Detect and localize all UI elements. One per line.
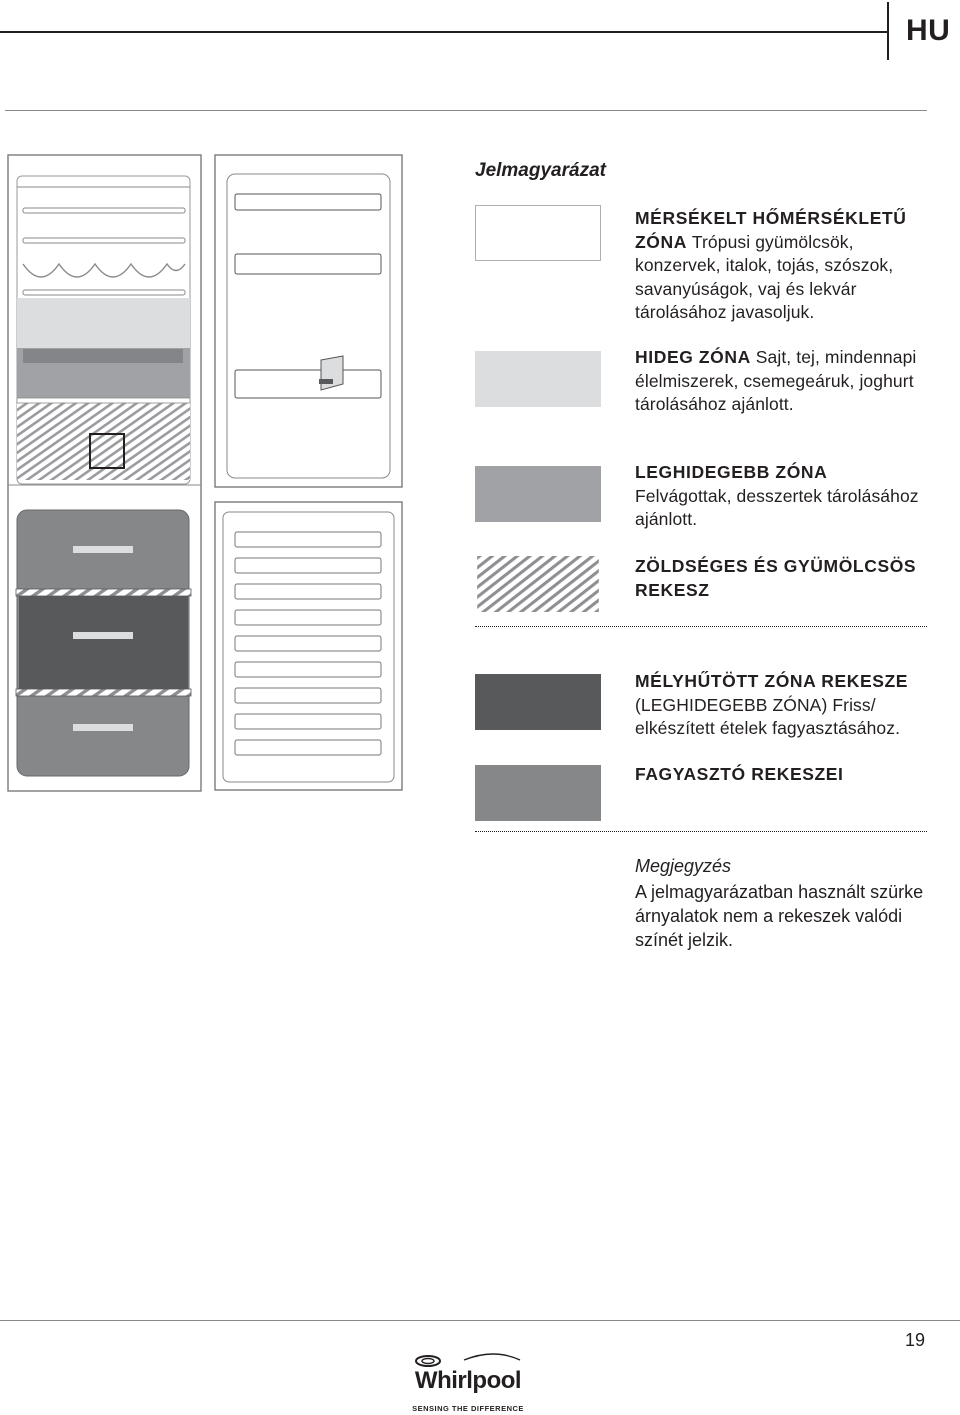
zone-desc: Sajt, tej, mindennapi élelmiszerek, csemegeáruk, joghurt tárolásához ajánlott. bbox=[635, 347, 917, 414]
zone-title: MÉRSÉKELT HŐMÉRSÉKLETŰ ZÓNA bbox=[635, 208, 907, 252]
cold-zone-area bbox=[17, 298, 190, 348]
zone-title: HIDEG ZÓNA bbox=[635, 347, 751, 367]
legend-item-cold-zone bbox=[635, 346, 935, 417]
zone-title: ZÖLDSÉGES ÉS GYÜMÖLCSÖS REKESZ bbox=[635, 556, 917, 600]
door-inner-liner bbox=[227, 174, 390, 478]
zone-title: MÉLYHŰTÖTT ZÓNA REKESZE bbox=[635, 671, 909, 691]
swatch-coldest-zone bbox=[475, 466, 601, 522]
brand-logo bbox=[408, 1352, 528, 1414]
freezer-grid-2 bbox=[16, 689, 191, 696]
zone-desc: (LEGHIDEGEBB ZÓNA) Friss/ elkészített ételek fagyasztásához. bbox=[635, 694, 901, 738]
door-balcony-top bbox=[235, 194, 381, 210]
freezer-door-shelves bbox=[235, 532, 381, 755]
dotted-separator bbox=[475, 831, 927, 832]
legend-item-deep-freeze-zone bbox=[635, 670, 935, 741]
footer-rule bbox=[0, 1320, 960, 1321]
legend-item-crisper-zone bbox=[635, 555, 935, 602]
swatch-crisper-zone bbox=[475, 556, 601, 612]
deep-freeze-drawer bbox=[19, 596, 188, 690]
swatch-deep-freeze-zone bbox=[475, 674, 601, 730]
shelf-2 bbox=[23, 238, 185, 243]
fridge-diagram bbox=[5, 152, 405, 792]
zone-desc: Trópusi gyümölcsök, konzervek, italok, tojás, szószok, savanyúságok, vaj és lekvár tárolásához javasoljuk. bbox=[635, 231, 894, 322]
legend-title: Jelmagyarázat bbox=[475, 160, 606, 181]
top-shelf bbox=[23, 208, 185, 213]
zone-desc: Felvágottak, desszertek tárolásához ajánlott. bbox=[635, 485, 919, 529]
freezer-grid-1 bbox=[16, 589, 191, 596]
door-balcony-middle bbox=[235, 254, 381, 274]
header-rule bbox=[0, 31, 888, 33]
legend-item-moderate-zone bbox=[635, 207, 935, 325]
egg-tray-flap bbox=[321, 356, 343, 390]
header-divider bbox=[887, 2, 889, 60]
note-text: A jelmagyarázatban használt szürke árnyalatok nem a rekeszek valódi színét jelzik. bbox=[635, 882, 924, 950]
swatch-moderate-zone bbox=[475, 205, 601, 261]
brand-tagline: SENSING THE DIFFERENCE bbox=[412, 1404, 524, 1413]
page-number: 19 bbox=[905, 1330, 926, 1350]
zone-title: FAGYASZTÓ REKESZEI bbox=[635, 764, 844, 784]
dotted-separator bbox=[475, 626, 927, 627]
swatch-freezer-zone bbox=[475, 765, 601, 821]
swatch-cold-zone bbox=[475, 351, 601, 407]
logo-swirl-icon bbox=[416, 1356, 440, 1366]
section-rule bbox=[5, 110, 927, 111]
legend-item-coldest-zone bbox=[635, 461, 935, 532]
brand-name: Whirlpool bbox=[414, 1367, 522, 1394]
legend-item-freezer-zone bbox=[635, 763, 935, 787]
language-code: HU bbox=[906, 14, 951, 47]
door-balcony-bottom bbox=[235, 370, 381, 398]
note-title: Megjegyzés bbox=[635, 856, 732, 876]
zone-title: LEGHIDEGEBB ZÓNA bbox=[635, 462, 828, 482]
